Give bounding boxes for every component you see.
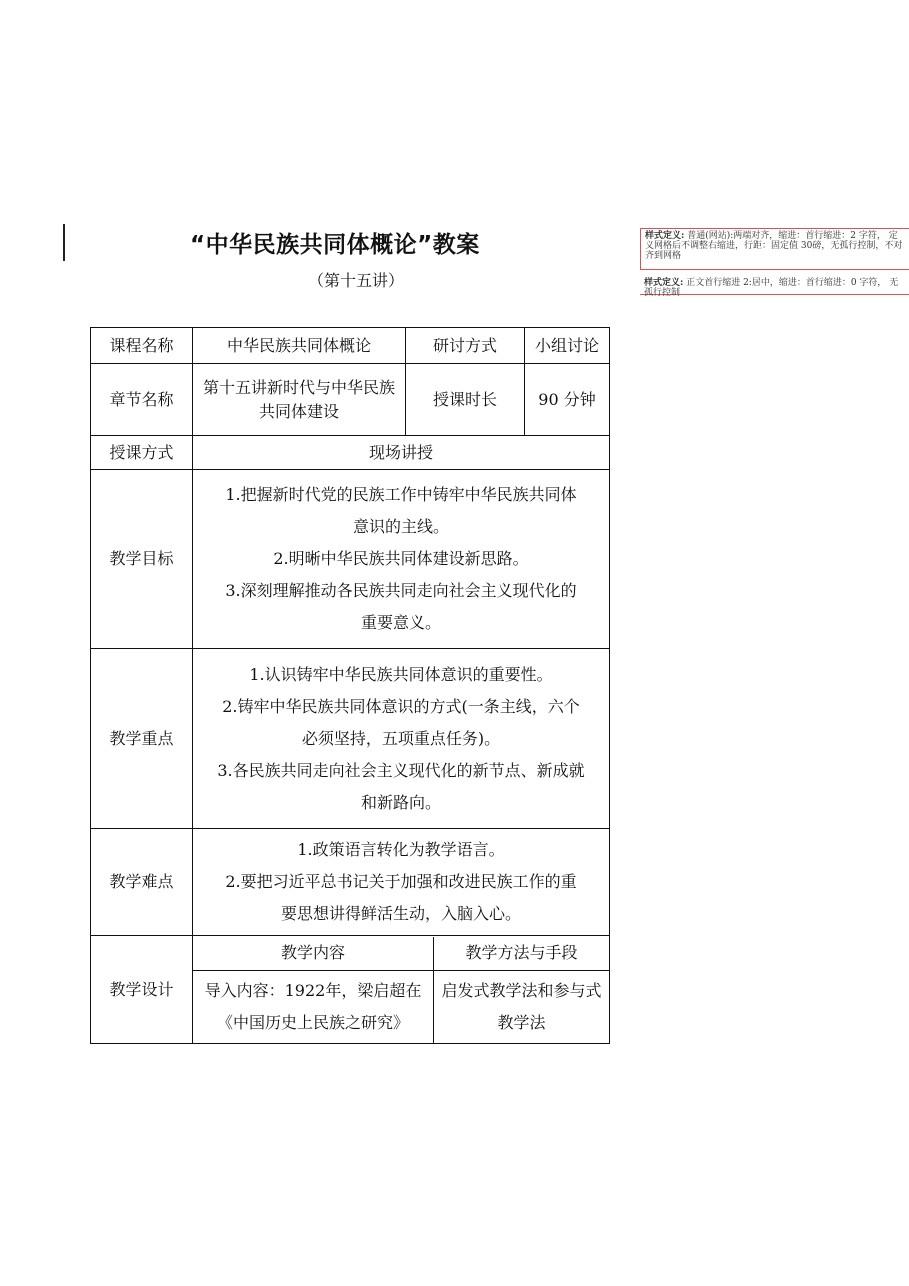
- goal-line: 重要意义。: [360, 613, 441, 632]
- teaching-goals-cell: [193, 470, 610, 649]
- difficulties-cell: [193, 829, 610, 936]
- design-method-header: 教学方法与手段: [434, 937, 610, 971]
- key-point-line: 和新路向。: [360, 792, 441, 812]
- design-content-value: 导入内容：1922年，梁启超在《中国历史上民族之研究》: [193, 971, 434, 1043]
- key-point-line: 3.各民族共同走向社会主义现代化的新节点、新成就: [217, 760, 585, 780]
- discussion-label: 研讨方式: [406, 328, 525, 364]
- document-subtitle: （第十五讲）: [308, 271, 405, 290]
- lesson-plan-table: [90, 327, 610, 1044]
- teaching-mode-label: 授课方式: [91, 436, 193, 470]
- key-point-line: 2.铸牢中华民族共同体意识的方式(一条主线，六个: [222, 696, 580, 716]
- comment-text: 正文首行缩进 2:居中，缩进：首行缩进：0 字符， 无孤行控制: [644, 278, 899, 298]
- duration-value: 90 分钟: [525, 364, 610, 436]
- format-comment[interactable]: [640, 228, 909, 270]
- difficulty-line: 1.政策语言转化为教学语言。: [297, 840, 505, 859]
- key-points-cell: [193, 649, 610, 829]
- goal-line: 意识的主线。: [352, 517, 449, 536]
- goal-line: 1.把握新时代党的民族工作中铸牢中华民族共同体: [225, 485, 577, 504]
- chapter-value: 第十五讲新时代与中华民族共同体建设: [193, 364, 406, 436]
- teaching-mode-value: 现场讲授: [193, 436, 610, 470]
- revision-comments-pane: [640, 228, 909, 298]
- chapter-label: 章节名称: [91, 364, 193, 436]
- course-name-label: 课程名称: [91, 328, 193, 364]
- design-method-value: 启发式教学法和参与式教学法: [434, 971, 610, 1043]
- teaching-design-label: 教学设计: [91, 936, 193, 1044]
- design-content-header: 教学内容: [193, 937, 434, 971]
- comment-label: 样式定义:: [645, 231, 685, 241]
- teaching-goals-label: 教学目标: [91, 470, 193, 649]
- duration-label: 授课时长: [406, 364, 525, 436]
- key-point-line: 1.认识铸牢中华民族共同体意识的重要性。: [249, 664, 553, 684]
- difficulty-line: 2.要把习近平总书记关于加强和改进民族工作的重: [225, 872, 577, 891]
- discussion-value: 小组讨论: [525, 328, 610, 364]
- comment-text: 普通(网站):两端对齐，缩进：首行缩进：2 字符， 定义网格后不调整右缩进，行距：固定值 30磅，无孤行控制，不对齐到网格: [645, 231, 903, 261]
- goal-line: 3.深刻理解推动各民族共同走向社会主义现代化的: [225, 581, 577, 600]
- document-title: “中华民族共同体概论”教案: [190, 232, 480, 258]
- revision-change-bar: [63, 224, 65, 261]
- difficulty-line: 要思想讲得鲜活生动，入脑入心。: [280, 904, 521, 923]
- key-point-line: 必须坚持，五项重点任务)。: [301, 728, 501, 748]
- format-comment[interactable]: [640, 276, 909, 298]
- course-name-value: 中华民族共同体概论: [193, 328, 406, 364]
- teaching-design-table: [193, 937, 609, 1043]
- difficulties-label: 教学难点: [91, 829, 193, 936]
- teaching-design-cell: [193, 936, 610, 1044]
- goal-line: 2.明晰中华民族共同体建设新思路。: [273, 549, 529, 568]
- key-points-label: 教学重点: [91, 649, 193, 829]
- comment-label: 样式定义:: [644, 278, 684, 288]
